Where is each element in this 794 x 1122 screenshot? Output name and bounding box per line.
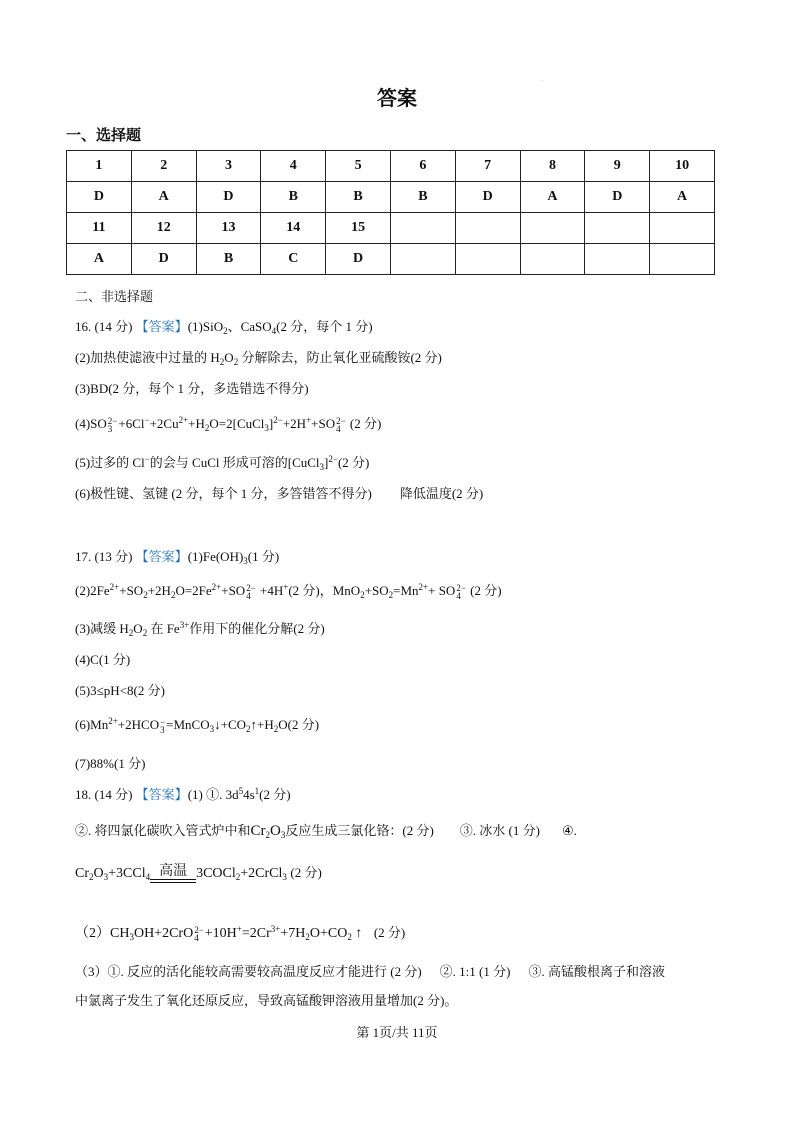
- answer-table-cell: A: [650, 182, 715, 213]
- q16-line3: (3)BD(2 分，每个 1 分，多选错选不得分): [75, 381, 309, 396]
- answer-table-cell: A: [131, 182, 196, 213]
- answer-table-cell: [455, 244, 520, 275]
- answer-table-cell: [520, 213, 585, 244]
- q17-line6: $(6)Mn^{2+}+2HCO-$ $3 =MnCO_3↓+CO_2↑+H_2O(2$ 分): [75, 716, 320, 736]
- page-footer: 第 1页/共 11页: [356, 1025, 438, 1040]
- answer-table-cell: 3: [196, 151, 261, 182]
- q18-line1: 18. (14 分) 【答案】(1) ①. $3d^54s^1(2$ 分): [75, 786, 291, 802]
- q18-equation-2: $(2)CH_3OH+2CrO2-$ $4 +10H^+=2Cr^{3+}+7H_2O+CO_2$ ↑ (2 分): [75, 924, 406, 943]
- q16-line1: 16. (14 分) 【答案】(1)SiO$_2$、CaSO$_4$(2 分，每个 1 分): [75, 319, 373, 336]
- answer-table-cell: [390, 213, 455, 244]
- answer-table-cell: 10: [650, 151, 715, 182]
- answer-table-cell: 14: [261, 213, 326, 244]
- answer-table-cell: 9: [585, 151, 650, 182]
- answer-table-cell: D: [585, 182, 650, 213]
- answer-table-cell: 11: [67, 213, 132, 244]
- answer-table-row: [67, 182, 715, 213]
- answer-table-cell: 12: [131, 213, 196, 244]
- q17-line7: (7)88%(1 分): [75, 756, 146, 771]
- answer-table-cell: [650, 244, 715, 275]
- section-nonchoice-heading: 二、非选择题: [75, 290, 154, 305]
- answer-tag: 【答案】: [135, 319, 188, 334]
- answer-table: [66, 150, 715, 275]
- answer-table-cell: B: [326, 182, 391, 213]
- answer-table-cell: B: [390, 182, 455, 213]
- answer-table-cell: B: [196, 244, 261, 275]
- q18-part3-line2: 中氯离子发生了氧化还原反应，导致高锰酸钾溶液用量增加(2 分)。: [75, 993, 458, 1008]
- answer-table-cell: 15: [326, 213, 391, 244]
- q16-line2: (2)加热使滤液中过量的 $H_2O_2$ 分解除去，防止氧化亚硫酸铵(2 分): [75, 350, 442, 367]
- answer-table-cell: [585, 244, 650, 275]
- answer-table-row: [67, 244, 715, 275]
- q16-line6: (6)极性键、氢键 (2 分，每个 1 分，多答错答不得分) 降低温度(2 分): [75, 486, 484, 501]
- page-title: 答案: [377, 86, 417, 110]
- q17-line1: 17. (13 分) 【答案】$(1)Fe(OH)_3(1$ 分): [75, 549, 280, 566]
- section-choice-heading: 一、选择题: [66, 126, 142, 144]
- q17-line2: $(2)2Fe^{2+}+SO_2+2H_2O=2Fe^{2+}+SO2-$ 4 +4H+(2 分)，$MnO_2+SO_2=Mn^{2+}+ SO2-$ 4 (2 分): [75, 582, 502, 602]
- q17-line5: (5)3≤pH<8(2 分): [75, 683, 165, 698]
- answer-table-cell: D: [326, 244, 391, 275]
- answer-table-row: [67, 213, 715, 244]
- q17-line3: (3)减缓 $H_2O_2$ 在 $Fe^{3+}$作用下的催化分解(2 分): [75, 620, 325, 638]
- stray-mark: ·: [541, 78, 543, 84]
- answer-table-cell: 13: [196, 213, 261, 244]
- answer-table-cell: 8: [520, 151, 585, 182]
- answer-table-cell: [585, 213, 650, 244]
- answer-table-cell: 5: [326, 151, 391, 182]
- reaction-condition: 高温: [150, 865, 196, 883]
- answer-table-cell: D: [196, 182, 261, 213]
- answer-table-cell: C: [261, 244, 326, 275]
- answer-table-cell: A: [67, 244, 132, 275]
- q18-line2: ②. 将四氯化碳吹入管式炉中和$Cr_2O_3$反应生成三氯化铬：(2 分) ③. 冰水 (1 分) ④.: [75, 823, 577, 840]
- answer-table-cell: D: [455, 182, 520, 213]
- answer-table-row: [67, 151, 715, 182]
- q17-line4: (4)C(1 分): [75, 652, 131, 667]
- answer-table-cell: [650, 213, 715, 244]
- answer-table-cell: 7: [455, 151, 520, 182]
- answer-table-cell: [455, 213, 520, 244]
- answer-table-cell: A: [520, 182, 585, 213]
- answer-table-cell: B: [261, 182, 326, 213]
- answer-table-cell: 1: [67, 151, 132, 182]
- q18-part3-line1: （3）①. 反应的活化能较高需要较高温度反应才能进行 (2 分) ②. 1:1 (1 分) ③. 高锰酸根离子和溶液: [75, 964, 665, 979]
- answer-table-cell: D: [131, 244, 196, 275]
- answer-table-cell: [520, 244, 585, 275]
- q18-equation-1: $Cr_2O_3+3CCl_4$ 高温 3COCl$_2$+2CrCl$_3$ (2 分): [75, 864, 322, 882]
- answer-table-cell: D: [67, 182, 132, 213]
- answer-table-cell: [390, 244, 455, 275]
- answer-tag: 【答案】: [135, 787, 188, 802]
- answer-table-cell: 4: [261, 151, 326, 182]
- answer-tag: 【答案】: [135, 549, 188, 564]
- answer-table-cell: 2: [131, 151, 196, 182]
- q16-line4: (4)SO2− $3 +6Cl^-+2Cu^{2+}+H_2O=2[CuCl_3]^{2-}+2H^++SO2-$ 4 (2 分): [75, 415, 382, 435]
- answer-table-cell: 6: [390, 151, 455, 182]
- q16-line5: (5)过多的 Cl−的会与 CuCl 形成可溶的[CuCl$_3$]$^{2-}$(2 分): [75, 454, 370, 472]
